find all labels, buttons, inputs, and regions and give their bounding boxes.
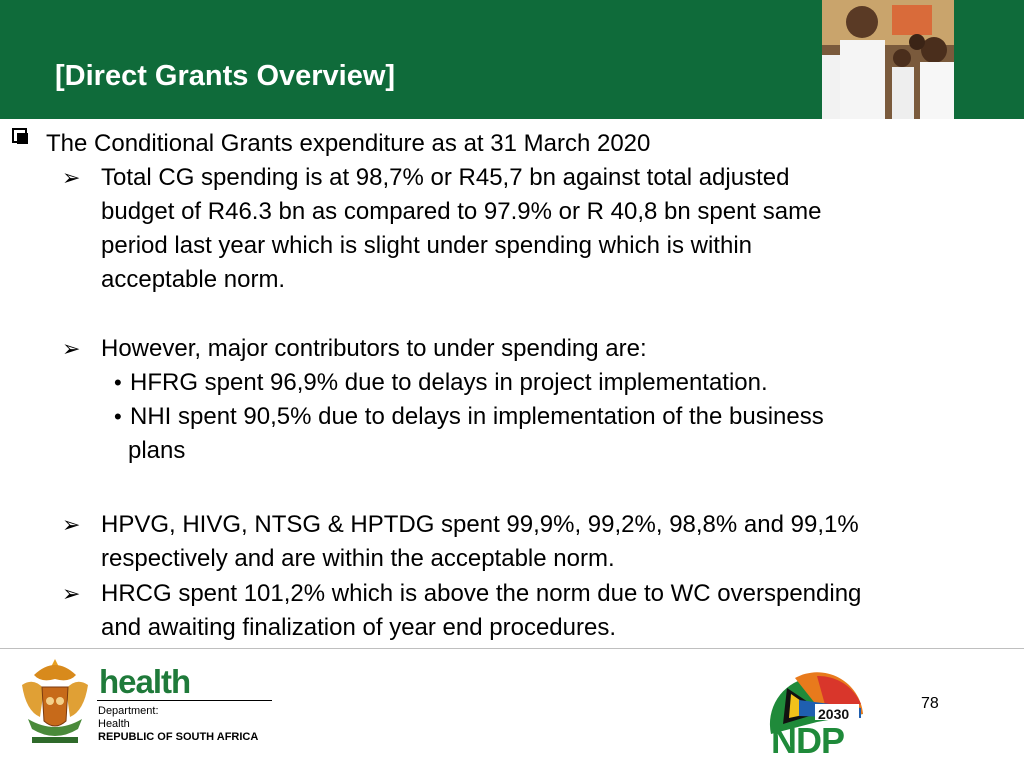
bullet4-line2: and awaiting finalization of year end procedures. bbox=[101, 614, 616, 641]
bullet1-line2: budget of R46.3 bn as compared to 97.9% or R 40,8 bn spent same bbox=[101, 198, 822, 225]
dept-country: REPUBLIC OF SOUTH AFRICA bbox=[98, 731, 259, 743]
health-logo-word: health bbox=[99, 663, 191, 700]
arrow-bullet-icon: ➢ bbox=[62, 581, 81, 606]
ndp-text: NDP bbox=[771, 720, 845, 761]
round-bullet-icon: • bbox=[114, 404, 122, 429]
bullet3-line1: HPVG, HIVG, NTSG & HPTDG spent 99,9%, 99,2%, 98,8% and 99,1% bbox=[101, 511, 859, 538]
sub-bullet2-line2: plans bbox=[128, 437, 186, 464]
bullet3-line2: respectively and are within the acceptable norm. bbox=[101, 545, 615, 572]
sub-bullet2-line1: NHI spent 90,5% due to delays in implementation of the business bbox=[130, 403, 824, 430]
bullet1-line4: acceptable norm. bbox=[101, 266, 286, 293]
arrow-bullet-icon: ➢ bbox=[62, 512, 81, 537]
dept-name: Health bbox=[98, 718, 130, 730]
dept-label: Department: bbox=[98, 705, 159, 717]
checkbox-bullet-icon bbox=[12, 128, 27, 143]
ndp-year: 2030 bbox=[818, 706, 850, 722]
arrow-bullet-icon: ➢ bbox=[62, 165, 81, 190]
bullet2-text: However, major contributors to under spending are: bbox=[101, 335, 647, 362]
bullet1-line3: period last year which is slight under spending which is within bbox=[101, 232, 752, 259]
page-number: 78 bbox=[921, 695, 939, 712]
sub-bullet1-text: HFRG spent 96,9% due to delays in project implementation. bbox=[130, 369, 768, 396]
round-bullet-icon: • bbox=[114, 370, 122, 395]
slide-title: [Direct Grants Overview] bbox=[55, 60, 396, 92]
content-heading: The Conditional Grants expenditure as at 31 March 2020 bbox=[46, 130, 651, 157]
logo-rule bbox=[97, 700, 272, 701]
bullet4-line1: HRCG spent 101,2% which is above the norm due to WC overspending bbox=[101, 580, 862, 607]
bullet1-line1: Total CG spending is at 98,7% or R45,7 bn against total adjusted bbox=[101, 164, 790, 191]
arrow-bullet-icon: ➢ bbox=[62, 336, 81, 361]
coat-of-arms-logo bbox=[14, 655, 96, 750]
footer-divider bbox=[0, 648, 1024, 649]
